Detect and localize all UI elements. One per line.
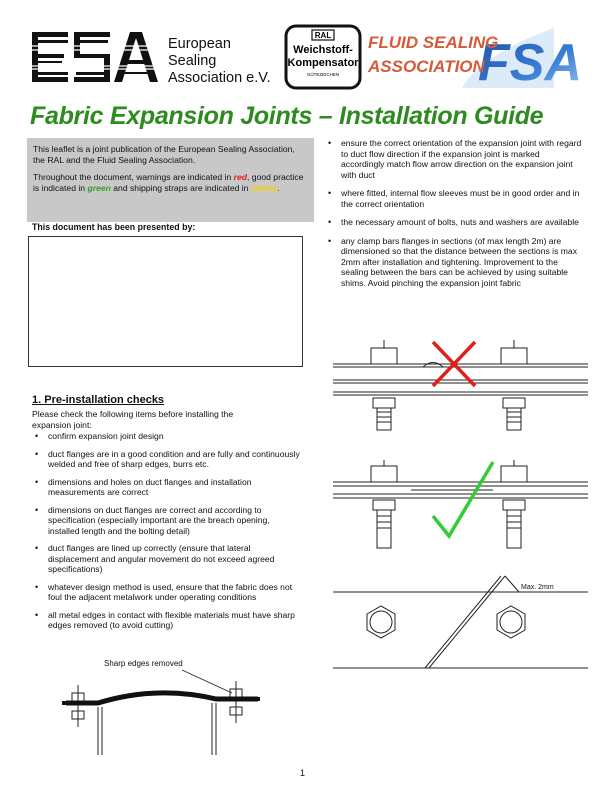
max-gap-label: Max. 2mm [521, 584, 554, 591]
intro-text: and shipping straps are indicated in [110, 183, 251, 193]
list-item: • any clamp bars flanges in sections (of max length 2m) are dimensioned so that the distance between the sections is max 2mm after installation and tightening. Improvement to the sealing between the bars can be achieved by using suitable shims. Avoid pinching the expansion joint fabric [325, 236, 585, 289]
clamp-gap-figure [333, 572, 588, 672]
list-item: • dimensions on duct flanges are correct and according to specification (especially important are the breach opening, installed length and the bolting detail) [32, 505, 300, 537]
ral-text-line: Weichstoff- [293, 44, 353, 56]
intro-text: . [277, 183, 280, 193]
ral-small: GÜTEZEICHEN [306, 72, 340, 77]
fsa-logo [366, 22, 582, 92]
list-item: • where fitted, internal flow sleeves must be in good order and in the correct orientation [325, 188, 585, 209]
sharp-edges-figure [62, 655, 282, 755]
esa-name [168, 36, 271, 87]
yellow-word: yellow [250, 183, 278, 193]
list-item: • duct flanges are in a good condition and are fully and continuously welded and free of sharp edges, burrs etc. [32, 449, 300, 470]
intro-text: , good practice is indicated in [33, 172, 304, 193]
clamp-bar-correct-figure [333, 460, 588, 552]
ral-text-line: Kompensator [287, 57, 359, 69]
esa-name-line: Sealing [168, 53, 217, 69]
intro-paragraph: This leaflet is a joint publication of the European Sealing Association, the RAL and the Fluid Sealing Association. [33, 144, 295, 165]
list-item: • dimensions and holes on duct flanges and installation measurements are correct [32, 477, 300, 498]
esa-name-line: European [168, 36, 231, 52]
sharp-edges-label: Sharp edges removed [104, 659, 183, 668]
list-item: • all metal edges in contact with flexible materials must have sharp edges removed (to avoid cutting) [32, 610, 300, 631]
list-item: • ensure the correct orientation of the expansion joint with regard to duct flow direction if the expansion joint is marked accordingly match flow arrow direction on the expansion joint with duct [325, 138, 585, 180]
ral-mark: RAL [314, 31, 332, 40]
section-title: 1. Pre-installation checks [32, 394, 165, 406]
presented-by-label: This document has been presented by: [32, 222, 196, 232]
presenter-box [28, 236, 303, 367]
intro-color-legend [33, 172, 308, 194]
page-number: 1 [300, 768, 306, 778]
esa-name-line: Association e.V. [168, 70, 271, 86]
checklist-left [32, 431, 300, 638]
esa-logo [30, 28, 160, 86]
list-item: • the necessary amount of bolts, nuts and washers are available [325, 217, 585, 228]
ral-logo [284, 24, 362, 90]
intro-box [27, 138, 314, 222]
list-item: • duct flanges are lined up correctly (ensure that lateral displacement and angular movement do not exceed agreed specifications) [32, 543, 300, 575]
list-item: • confirm expansion joint design [32, 431, 300, 442]
page-title: Fabric Expansion Joints – Installation Guide [30, 102, 544, 130]
clamp-bar-wrong-figure [333, 340, 588, 432]
checklist-right [325, 138, 585, 296]
fsa-text-line: ASSOCIATION [368, 57, 485, 76]
red-word: red [233, 172, 248, 182]
fsa-text-line: FLUID SEALING [368, 33, 499, 52]
intro-text: Throughout the document, warnings are indicated in [33, 172, 234, 182]
fsa-letters: FSA [478, 34, 582, 92]
list-item: • whatever design method is used, ensure that the fabric does not foul the adjacent metalwork under operating conditions [32, 582, 300, 603]
green-word: green [87, 183, 111, 193]
section-intro: Please check the following items before installing the expansion joint: [32, 409, 234, 430]
